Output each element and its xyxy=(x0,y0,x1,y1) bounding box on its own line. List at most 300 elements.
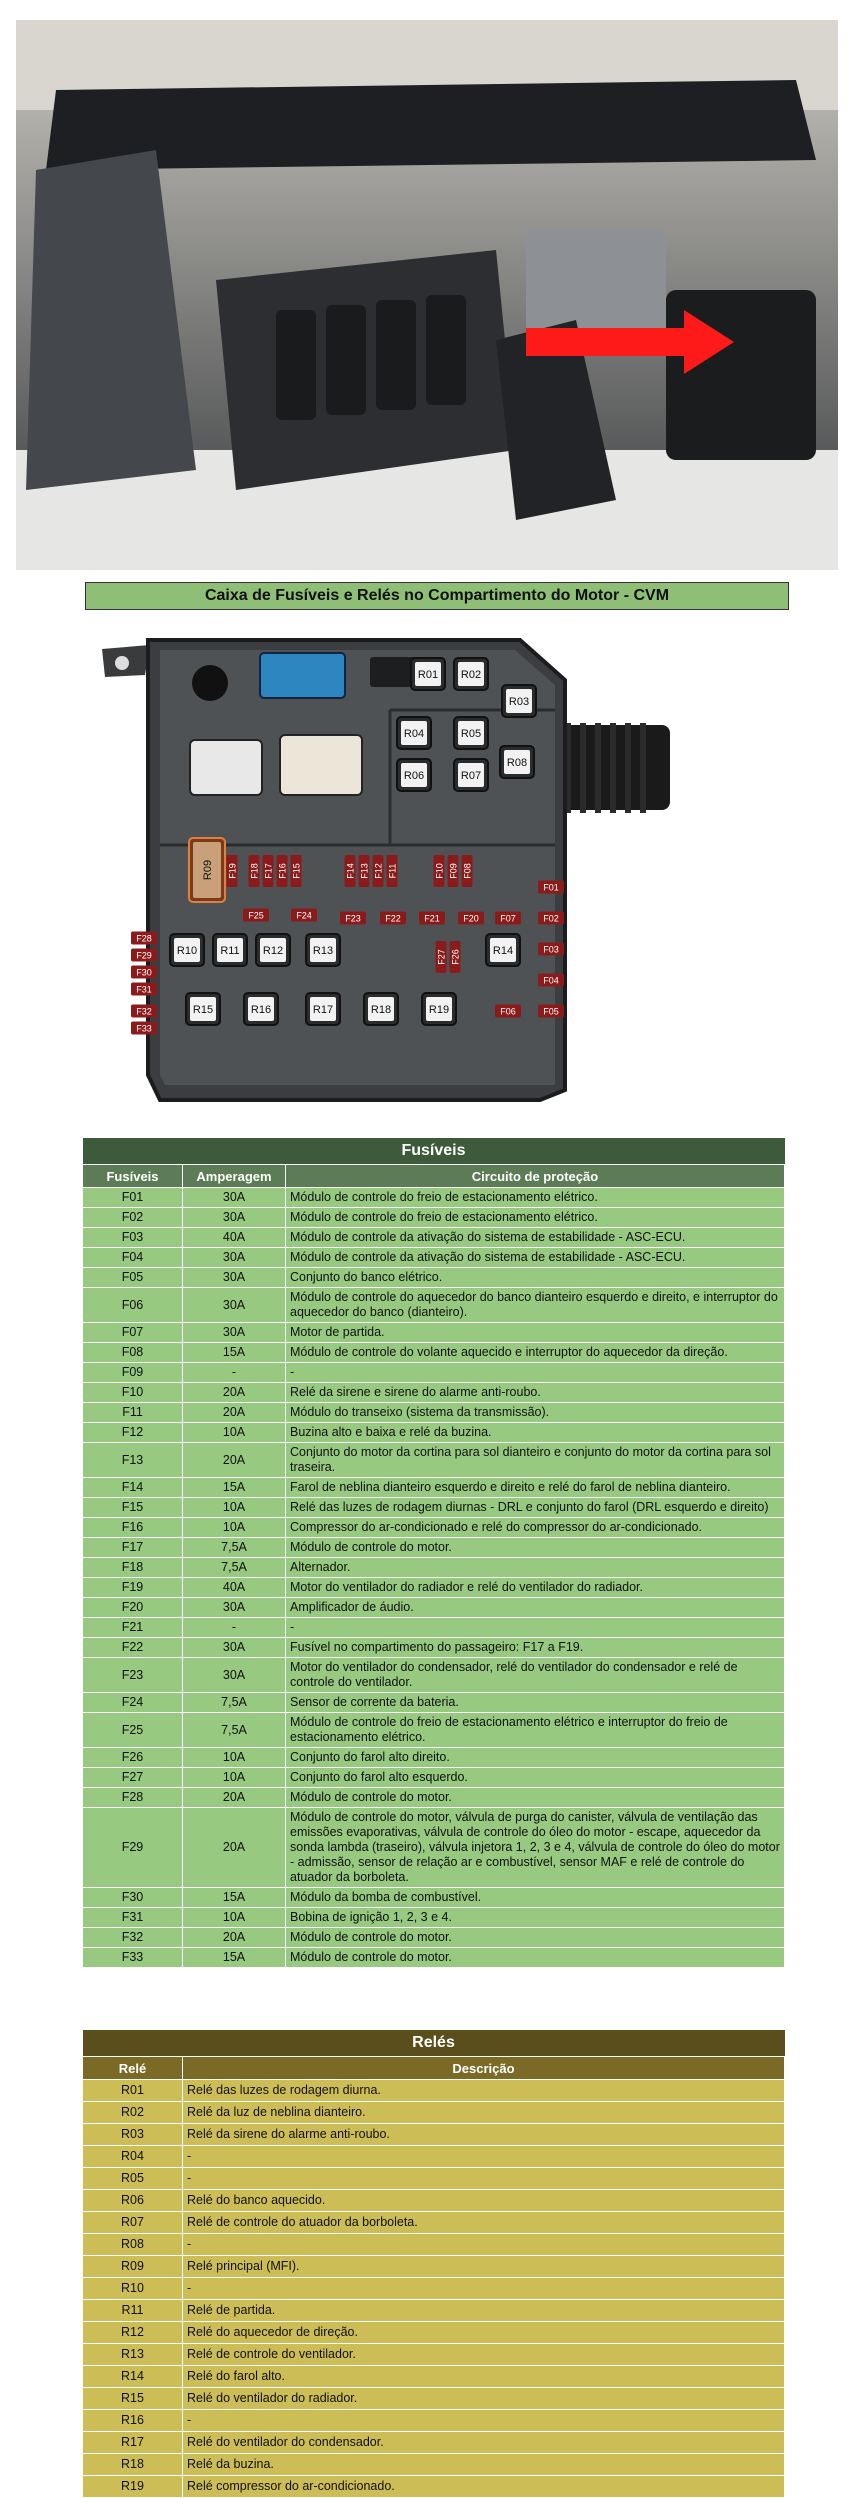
fuse-table-row xyxy=(83,1808,785,1888)
fuse-label: F33 xyxy=(136,1023,152,1034)
engine-bay-photo xyxy=(16,20,838,570)
fuse-table-row xyxy=(83,1478,785,1498)
circuit-cell: Relé da sirene e sirene do alarme anti-roubo. xyxy=(286,1383,785,1403)
page-title: Caixa de Fusíveis e Relés no Compartimento do Motor - CVM xyxy=(85,582,789,610)
amperage-cell: 7,5A xyxy=(183,1693,286,1713)
fuse-id-cell: F20 xyxy=(83,1598,183,1618)
fuse-id-cell: F19 xyxy=(83,1578,183,1598)
relay-description-cell: - xyxy=(183,2234,785,2256)
circuit-cell: Módulo de controle da ativação do sistema de estabilidade - ASC-ECU. xyxy=(286,1228,785,1248)
relay-table-row xyxy=(83,2278,785,2300)
relay-description-cell: - xyxy=(183,2168,785,2190)
fuse-f28 xyxy=(131,932,157,945)
relay-id-cell: R02 xyxy=(83,2102,183,2124)
relay-r08 xyxy=(500,746,534,778)
fuse-id-cell: F23 xyxy=(83,1658,183,1693)
relay-table-row xyxy=(83,2344,785,2366)
fuse-id-cell: F30 xyxy=(83,1888,183,1908)
amperage-cell: - xyxy=(183,1618,286,1638)
relay-r19 xyxy=(422,993,456,1025)
relay-label: R07 xyxy=(460,770,482,782)
relay-description-cell: Relé do ventilador do radiador. xyxy=(183,2388,785,2410)
relay-table-row xyxy=(83,2366,785,2388)
relay-label: R18 xyxy=(370,1004,392,1016)
relay-table-row xyxy=(83,2322,785,2344)
relay-table-row xyxy=(83,2454,785,2476)
relay-id-cell: R15 xyxy=(83,2388,183,2410)
fuse-label: F14 xyxy=(345,863,356,879)
fuse-table-row xyxy=(83,1363,785,1383)
fuse-f11 xyxy=(387,855,398,887)
fuse-table-row xyxy=(83,1788,785,1808)
relay-label: R14 xyxy=(492,945,514,957)
fuse-table-row xyxy=(83,1403,785,1423)
fuse-f26 xyxy=(450,941,461,973)
relay-id-cell: R19 xyxy=(83,2476,183,2498)
fuse-col-header: Fusíveis xyxy=(83,1165,183,1188)
fuse-f24 xyxy=(291,909,317,922)
fuse-f06 xyxy=(495,1005,521,1018)
relay-description-cell: Relé do banco aquecido. xyxy=(183,2190,785,2212)
fuse-label: F07 xyxy=(500,913,516,924)
relay-table-caption: Relés xyxy=(83,2030,785,2057)
relay-id-cell: R14 xyxy=(83,2366,183,2388)
fuse-id-cell: F15 xyxy=(83,1498,183,1518)
amperage-cell: 20A xyxy=(183,1808,286,1888)
relay-table-row xyxy=(83,2190,785,2212)
fuse-label: F10 xyxy=(434,863,445,879)
fuse-id-cell: F09 xyxy=(83,1363,183,1383)
relay-r02 xyxy=(454,658,488,690)
fuse-label: F02 xyxy=(543,913,559,924)
amperage-cell: 7,5A xyxy=(183,1558,286,1578)
relay-description-cell: Relé da buzina. xyxy=(183,2454,785,2476)
relay-id-cell: R18 xyxy=(83,2454,183,2476)
fuse-id-cell: F25 xyxy=(83,1713,183,1748)
relay-r10 xyxy=(170,934,204,966)
circuit-cell: Conjunto do banco elétrico. xyxy=(286,1268,785,1288)
fuse-f20 xyxy=(458,912,484,925)
fuse-id-cell: F29 xyxy=(83,1808,183,1888)
amperage-cell: 10A xyxy=(183,1498,286,1518)
circuit-cell: Módulo de controle do freio de estacionamento elétrico. xyxy=(286,1208,785,1228)
circuit-col-header: Circuito de proteção xyxy=(286,1165,785,1188)
relay-description-cell: Relé principal (MFI). xyxy=(183,2256,785,2278)
circuit-cell: Módulo de controle do motor. xyxy=(286,1538,785,1558)
fuse-id-cell: F14 xyxy=(83,1478,183,1498)
circuit-cell: Conjunto do farol alto esquerdo. xyxy=(286,1768,785,1788)
relay-table xyxy=(82,2030,785,2498)
fuse-f25 xyxy=(243,909,269,922)
fuse-id-cell: F03 xyxy=(83,1228,183,1248)
relay-label: R12 xyxy=(262,945,284,957)
amperage-cell: 40A xyxy=(183,1578,286,1598)
fuse-id-cell: F31 xyxy=(83,1908,183,1928)
fuse-label: F24 xyxy=(296,910,312,921)
relay-r13 xyxy=(306,934,340,966)
relay-description-cell: Relé de controle do ventilador. xyxy=(183,2344,785,2366)
relay-table-row xyxy=(83,2256,785,2278)
fuse-id-cell: F28 xyxy=(83,1788,183,1808)
amperage-cell: 40A xyxy=(183,1228,286,1248)
amperage-cell: 10A xyxy=(183,1908,286,1928)
fuse-id-cell: F18 xyxy=(83,1558,183,1578)
fuse-label: F11 xyxy=(387,863,398,879)
fuse-label: F05 xyxy=(543,1006,559,1017)
relay-label: R02 xyxy=(460,669,482,681)
fuse-table-row xyxy=(83,1578,785,1598)
fuse-f08 xyxy=(462,855,473,887)
amperage-cell: 30A xyxy=(183,1638,286,1658)
fuse-f04 xyxy=(538,974,564,987)
fuse-label: F09 xyxy=(448,863,459,879)
fuse-table-row xyxy=(83,1908,785,1928)
fuse-table-row xyxy=(83,1518,785,1538)
fuse-table-row xyxy=(83,1748,785,1768)
fuse-f31 xyxy=(131,983,157,996)
fuse-id-cell: F08 xyxy=(83,1343,183,1363)
relay-r09 xyxy=(189,838,225,902)
amperage-cell: 20A xyxy=(183,1403,286,1423)
fuse-label: F32 xyxy=(136,1006,152,1017)
fuse-label: F18 xyxy=(249,863,260,879)
amperage-cell: 30A xyxy=(183,1323,286,1343)
relay-label: R11 xyxy=(220,945,240,957)
fuse-table-row xyxy=(83,1693,785,1713)
relay-r11 xyxy=(213,934,247,966)
circuit-cell: Alternador. xyxy=(286,1558,785,1578)
fuse-f02 xyxy=(538,912,564,925)
fuse-f33 xyxy=(131,1022,157,1035)
relay-id-cell: R17 xyxy=(83,2432,183,2454)
amperage-cell: 15A xyxy=(183,1948,286,1968)
circuit-cell: Conjunto do motor da cortina para sol dianteiro e conjunto do motor da cortina para sol traseira. xyxy=(286,1443,785,1478)
amperage-col-header: Amperagem xyxy=(183,1165,286,1188)
fuse-table-row xyxy=(83,1323,785,1343)
fuse-table-row xyxy=(83,1443,785,1478)
circuit-cell: Motor do ventilador do radiador e relé do ventilador do radiador. xyxy=(286,1578,785,1598)
fuse-f15 xyxy=(291,855,302,887)
fuse-f17 xyxy=(263,855,274,887)
relay-label: R19 xyxy=(428,1004,450,1016)
circuit-cell: Conjunto do farol alto direito. xyxy=(286,1748,785,1768)
circuit-cell: Fusível no compartimento do passageiro: F17 a F19. xyxy=(286,1638,785,1658)
fuse-box-diagram xyxy=(90,635,706,1115)
fuse-table-row xyxy=(83,1558,785,1578)
relay-label: R15 xyxy=(192,1004,214,1016)
fuse-f03 xyxy=(538,943,564,956)
relay-table-row xyxy=(83,2080,785,2102)
fuse-label: F17 xyxy=(263,863,274,879)
fuse-f16 xyxy=(277,855,288,887)
fuse-id-cell: F26 xyxy=(83,1748,183,1768)
relay-id-cell: R03 xyxy=(83,2124,183,2146)
fuse-label: F23 xyxy=(345,913,361,924)
fuse-f10 xyxy=(434,855,445,887)
relay-r07 xyxy=(454,759,488,791)
relay-id-cell: R10 xyxy=(83,2278,183,2300)
description-col-header: Descrição xyxy=(183,2057,785,2080)
fuse-label: F04 xyxy=(543,975,559,986)
circuit-cell: Módulo de controle do motor, válvula de purga do canister, válvula de ventilação das emissões evaporativas, válvula de controle do óleo do motor - escape, aquecedor da sonda lambda (traseiro), válvula injetora 1, 2, 3 e 4, válvula de controle do óleo do motor - admissão, sensor de relação ar e combustível, sensor MAF e relé de controle do atuador da borboleta. xyxy=(286,1808,785,1888)
amperage-cell: 15A xyxy=(183,1478,286,1498)
fuse-f14 xyxy=(345,855,356,887)
relay-r14 xyxy=(486,934,520,966)
fuse-table-row xyxy=(83,1888,785,1908)
relay-r18 xyxy=(364,993,398,1025)
relay-id-cell: R06 xyxy=(83,2190,183,2212)
fuse-id-cell: F01 xyxy=(83,1188,183,1208)
circuit-cell: Módulo do transeixo (sistema da transmissão). xyxy=(286,1403,785,1423)
relay-description-cell: Relé do ventilador do condensador. xyxy=(183,2432,785,2454)
fuse-id-cell: F21 xyxy=(83,1618,183,1638)
fuse-f27 xyxy=(436,941,447,973)
amperage-cell: 20A xyxy=(183,1788,286,1808)
fuse-table-row xyxy=(83,1658,785,1693)
fuse-f07 xyxy=(495,912,521,925)
circuit-cell: Amplificador de áudio. xyxy=(286,1598,785,1618)
relay-id-cell: R07 xyxy=(83,2212,183,2234)
circuit-cell: Farol de neblina dianteiro esquerdo e direito e relé do farol de neblina dianteiro. xyxy=(286,1478,785,1498)
relay-table-row xyxy=(83,2432,785,2454)
amperage-cell: 15A xyxy=(183,1888,286,1908)
fuse-label: F25 xyxy=(248,910,264,921)
amperage-cell: 20A xyxy=(183,1928,286,1948)
relay-description-cell: Relé da luz de neblina dianteiro. xyxy=(183,2102,785,2124)
relay-r17 xyxy=(306,993,340,1025)
circuit-cell: Sensor de corrente da bateria. xyxy=(286,1693,785,1713)
relay-label: R16 xyxy=(250,1004,272,1016)
fuse-table-row xyxy=(83,1768,785,1788)
circuit-cell: Módulo de controle da ativação do sistema de estabilidade - ASC-ECU. xyxy=(286,1248,785,1268)
fuse-table-row xyxy=(83,1713,785,1748)
relay-table-row xyxy=(83,2234,785,2256)
fuse-table-row xyxy=(83,1598,785,1618)
amperage-cell: 7,5A xyxy=(183,1713,286,1748)
circuit-cell: Módulo de controle do motor. xyxy=(286,1928,785,1948)
relay-label: R08 xyxy=(506,757,528,769)
fuse-table-row xyxy=(83,1928,785,1948)
fuse-f19 xyxy=(227,855,238,887)
amperage-cell: - xyxy=(183,1363,286,1383)
relay-description-cell: - xyxy=(183,2278,785,2300)
fuse-id-cell: F04 xyxy=(83,1248,183,1268)
fuse-f05 xyxy=(538,1005,564,1018)
amperage-cell: 30A xyxy=(183,1658,286,1693)
relay-id-cell: R16 xyxy=(83,2410,183,2432)
amperage-cell: 10A xyxy=(183,1518,286,1538)
relay-r01 xyxy=(411,658,445,690)
fuse-id-cell: F12 xyxy=(83,1423,183,1443)
circuit-cell: - xyxy=(286,1363,785,1383)
relay-r04 xyxy=(397,717,431,749)
fuse-label: F26 xyxy=(450,949,461,965)
fuse-id-cell: F02 xyxy=(83,1208,183,1228)
circuit-cell: Módulo de controle do motor. xyxy=(286,1788,785,1808)
fuse-label: F30 xyxy=(136,967,152,978)
relay-description-cell: - xyxy=(183,2410,785,2432)
fuse-f18 xyxy=(249,855,260,887)
fuse-id-cell: F10 xyxy=(83,1383,183,1403)
relay-id-cell: R08 xyxy=(83,2234,183,2256)
relay-r05 xyxy=(454,717,488,749)
relay-description-cell: Relé da sirene do alarme anti-roubo. xyxy=(183,2124,785,2146)
amperage-cell: 30A xyxy=(183,1248,286,1268)
fuse-label: F27 xyxy=(436,949,447,965)
fuse-label: F06 xyxy=(500,1006,516,1017)
amperage-cell: 20A xyxy=(183,1443,286,1478)
fuse-id-cell: F05 xyxy=(83,1268,183,1288)
amperage-cell: 30A xyxy=(183,1208,286,1228)
relay-table-row xyxy=(83,2300,785,2322)
relay-col-header: Relé xyxy=(83,2057,183,2080)
relay-table-row xyxy=(83,2410,785,2432)
fuse-table-row xyxy=(83,1248,785,1268)
fuse-f21 xyxy=(419,912,445,925)
relay-description-cell: Relé do aquecedor de direção. xyxy=(183,2322,785,2344)
amperage-cell: 30A xyxy=(183,1188,286,1208)
fuse-table-row xyxy=(83,1423,785,1443)
relay-id-cell: R12 xyxy=(83,2322,183,2344)
fuse-f22 xyxy=(380,912,406,925)
fuse-label: F15 xyxy=(291,863,302,879)
amperage-cell: 30A xyxy=(183,1268,286,1288)
fuse-f12 xyxy=(373,855,384,887)
relay-description-cell: Relé compressor do ar-condicionado. xyxy=(183,2476,785,2498)
relay-table-row xyxy=(83,2476,785,2498)
relay-table-row xyxy=(83,2124,785,2146)
fuse-table-row xyxy=(83,1383,785,1403)
fuse-label: F16 xyxy=(277,863,288,879)
fuse-id-cell: F27 xyxy=(83,1768,183,1788)
fuse-table-row xyxy=(83,1268,785,1288)
relay-table-row xyxy=(83,2212,785,2234)
circuit-cell: - xyxy=(286,1618,785,1638)
fuse-f13 xyxy=(359,855,370,887)
relay-id-cell: R13 xyxy=(83,2344,183,2366)
fuse-f29 xyxy=(131,949,157,962)
circuit-cell: Módulo de controle do volante aquecido e interruptor do aquecedor da direção. xyxy=(286,1343,785,1363)
relay-description-cell: Relé de partida. xyxy=(183,2300,785,2322)
circuit-cell: Módulo de controle do freio de estacionamento elétrico. xyxy=(286,1188,785,1208)
relay-label: R13 xyxy=(312,945,334,957)
relay-label: R06 xyxy=(403,770,425,782)
fuse-label: F29 xyxy=(136,950,152,961)
relay-description-cell: Relé das luzes de rodagem diurna. xyxy=(183,2080,785,2102)
relay-label: R17 xyxy=(312,1004,334,1016)
amperage-cell: 30A xyxy=(183,1598,286,1618)
fuse-label: F08 xyxy=(462,863,473,879)
fuse-f09 xyxy=(448,855,459,887)
relay-description-cell: Relé do farol alto. xyxy=(183,2366,785,2388)
relay-id-cell: R04 xyxy=(83,2146,183,2168)
fuse-f32 xyxy=(131,1005,157,1018)
fuse-label: F01 xyxy=(543,882,559,893)
amperage-cell: 10A xyxy=(183,1748,286,1768)
fuse-table-row xyxy=(83,1538,785,1558)
fuse-id-cell: F17 xyxy=(83,1538,183,1558)
circuit-cell: Módulo de controle do aquecedor do banco dianteiro esquerdo e direito, e interruptor do aquecedor do banco (dianteiro). xyxy=(286,1288,785,1323)
relay-label: R03 xyxy=(508,696,530,708)
circuit-cell: Buzina alto e baixa e relé da buzina. xyxy=(286,1423,785,1443)
fuse-table-row xyxy=(83,1948,785,1968)
relay-r12 xyxy=(256,934,290,966)
amperage-cell: 20A xyxy=(183,1383,286,1403)
fuse-id-cell: F13 xyxy=(83,1443,183,1478)
relay-id-cell: R01 xyxy=(83,2080,183,2102)
relay-id-cell: R09 xyxy=(83,2256,183,2278)
fuse-id-cell: F11 xyxy=(83,1403,183,1423)
circuit-cell: Motor de partida. xyxy=(286,1323,785,1343)
relay-table-row xyxy=(83,2388,785,2410)
fuse-label: F21 xyxy=(424,913,440,924)
relay-label: R04 xyxy=(403,728,425,740)
fuse-table-row xyxy=(83,1638,785,1658)
amperage-cell: 15A xyxy=(183,1343,286,1363)
fuse-id-cell: F07 xyxy=(83,1323,183,1343)
fuse-label: F12 xyxy=(373,863,384,879)
fuse-id-cell: F32 xyxy=(83,1928,183,1948)
fuse-label: F03 xyxy=(543,944,559,955)
relay-id-cell: R05 xyxy=(83,2168,183,2190)
relay-label: R05 xyxy=(460,728,482,740)
fuse-table-row xyxy=(83,1208,785,1228)
fuse-table-row xyxy=(83,1288,785,1323)
fuse-table-row xyxy=(83,1618,785,1638)
fuse-label: F22 xyxy=(385,913,401,924)
relay-id-cell: R11 xyxy=(83,2300,183,2322)
fuse-id-cell: F33 xyxy=(83,1948,183,1968)
fuse-id-cell: F22 xyxy=(83,1638,183,1658)
fuse-label: F28 xyxy=(136,933,152,944)
circuit-cell: Motor do ventilador do condensador, relé do ventilador do condensador e relé de controle do ventilador. xyxy=(286,1658,785,1693)
relay-label: R10 xyxy=(176,945,198,957)
circuit-cell: Módulo de controle do freio de estacionamento elétrico e interruptor do freio de estacionamento elétrico. xyxy=(286,1713,785,1748)
fuse-label: F31 xyxy=(136,984,152,995)
fuse-id-cell: F24 xyxy=(83,1693,183,1713)
amperage-cell: 7,5A xyxy=(183,1538,286,1558)
relay-table-row xyxy=(83,2168,785,2190)
circuit-cell: Bobina de ignição 1, 2, 3 e 4. xyxy=(286,1908,785,1928)
relay-description-cell: Relé de controle do atuador da borboleta. xyxy=(183,2212,785,2234)
relay-description-cell: - xyxy=(183,2146,785,2168)
fuse-table-row xyxy=(83,1498,785,1518)
fuse-f01 xyxy=(538,881,564,894)
relay-table-row xyxy=(83,2146,785,2168)
fuse-label: F20 xyxy=(463,913,479,924)
fuse-table-caption: Fusíveis xyxy=(83,1138,785,1165)
relay-label: R01 xyxy=(417,669,439,681)
relay-table-row xyxy=(83,2102,785,2124)
fuse-id-cell: F16 xyxy=(83,1518,183,1538)
circuit-cell: Relé das luzes de rodagem diurnas - DRL e conjunto do farol (DRL esquerdo e direito) xyxy=(286,1498,785,1518)
relay-r03 xyxy=(502,685,536,717)
amperage-cell: 10A xyxy=(183,1768,286,1788)
amperage-cell: 10A xyxy=(183,1423,286,1443)
fuse-f30 xyxy=(131,966,157,979)
fuse-table xyxy=(82,1138,785,1968)
circuit-cell: Compressor do ar-condicionado e relé do compressor do ar-condicionado. xyxy=(286,1518,785,1538)
circuit-cell: Módulo da bomba de combustível. xyxy=(286,1888,785,1908)
relay-r16 xyxy=(244,993,278,1025)
fuse-table-row xyxy=(83,1228,785,1248)
circuit-cell: Módulo de controle do motor. xyxy=(286,1948,785,1968)
fuse-table-row xyxy=(83,1188,785,1208)
fuse-f23 xyxy=(340,912,366,925)
fuse-id-cell: F06 xyxy=(83,1288,183,1323)
fuse-table-row xyxy=(83,1343,785,1363)
fuse-label: F19 xyxy=(227,863,238,879)
